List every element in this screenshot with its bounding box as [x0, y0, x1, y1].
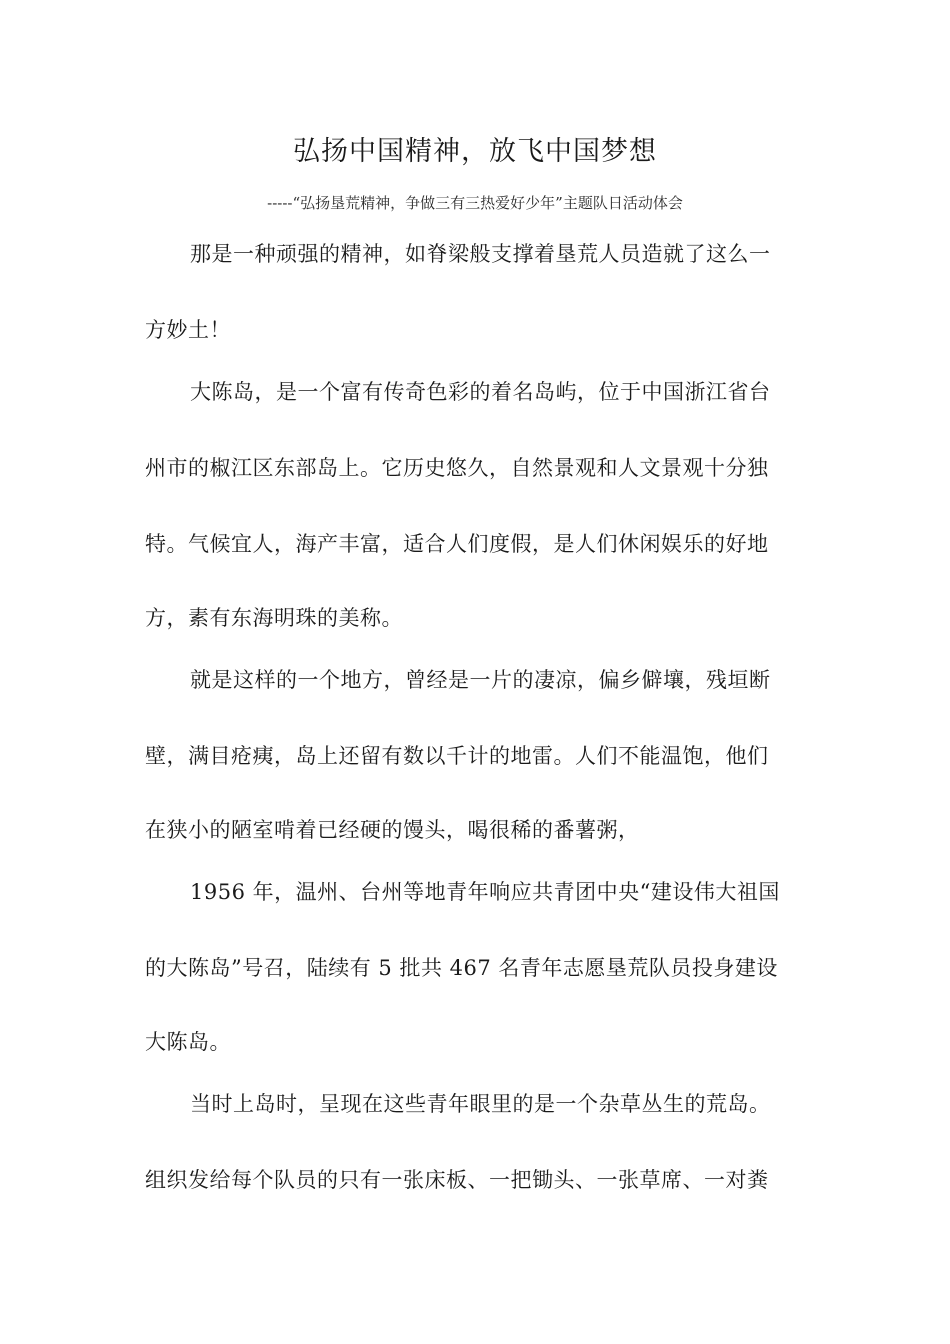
- paragraph-line: 那是一种顽强的精神，如脊梁般支撑着垦荒人员造就了这么一: [190, 242, 771, 266]
- paragraph-line: 特。气候宜人，海产丰富，适合人们度假，是人们休闲娱乐的好地: [145, 532, 769, 556]
- paragraph-line: 1956 年，温州、台州等地青年响应共青团中央“建设伟大祖国: [190, 880, 780, 904]
- paragraph-line: 壁，满目疮痍，岛上还留有数以千计的地雷。人们不能温饱，他们: [145, 744, 769, 768]
- paragraph-line: 方，素有东海明珠的美称。: [145, 606, 403, 630]
- paragraph-line: 州市的椒江区东部岛上。它历史悠久，自然景观和人文景观十分独: [145, 456, 769, 480]
- document-title: 弘扬中国精神，放飞中国梦想: [293, 136, 657, 167]
- paragraph-line: 在狭小的陋室啃着已经硬的馒头，喝很稀的番薯粥，: [145, 818, 640, 842]
- paragraph-line: 大陈岛，是一个富有传奇色彩的着名岛屿，位于中国浙江省台: [190, 380, 771, 404]
- paragraph-line: 的大陈岛”号召，陆续有 5 批共 467 名青年志愿垦荒队员投身建设: [145, 956, 778, 980]
- paragraph-line: 方妙土！: [145, 318, 231, 342]
- document-subtitle: -----“弘扬垦荒精神，争做三有三热爱好少年”主题队日活动体会: [267, 194, 683, 212]
- paragraph-line: 大陈岛。: [145, 1030, 231, 1054]
- paragraph-line: 组织发给每个队员的只有一张床板、一把锄头、一张草席、一对粪: [145, 1168, 769, 1192]
- paragraph-line: 就是这样的一个地方，曾经是一片的凄凉，偏乡僻壤，残垣断: [190, 668, 771, 692]
- paragraph-line: 当时上岛时，呈现在这些青年眼里的是一个杂草丛生的荒岛。: [190, 1092, 771, 1116]
